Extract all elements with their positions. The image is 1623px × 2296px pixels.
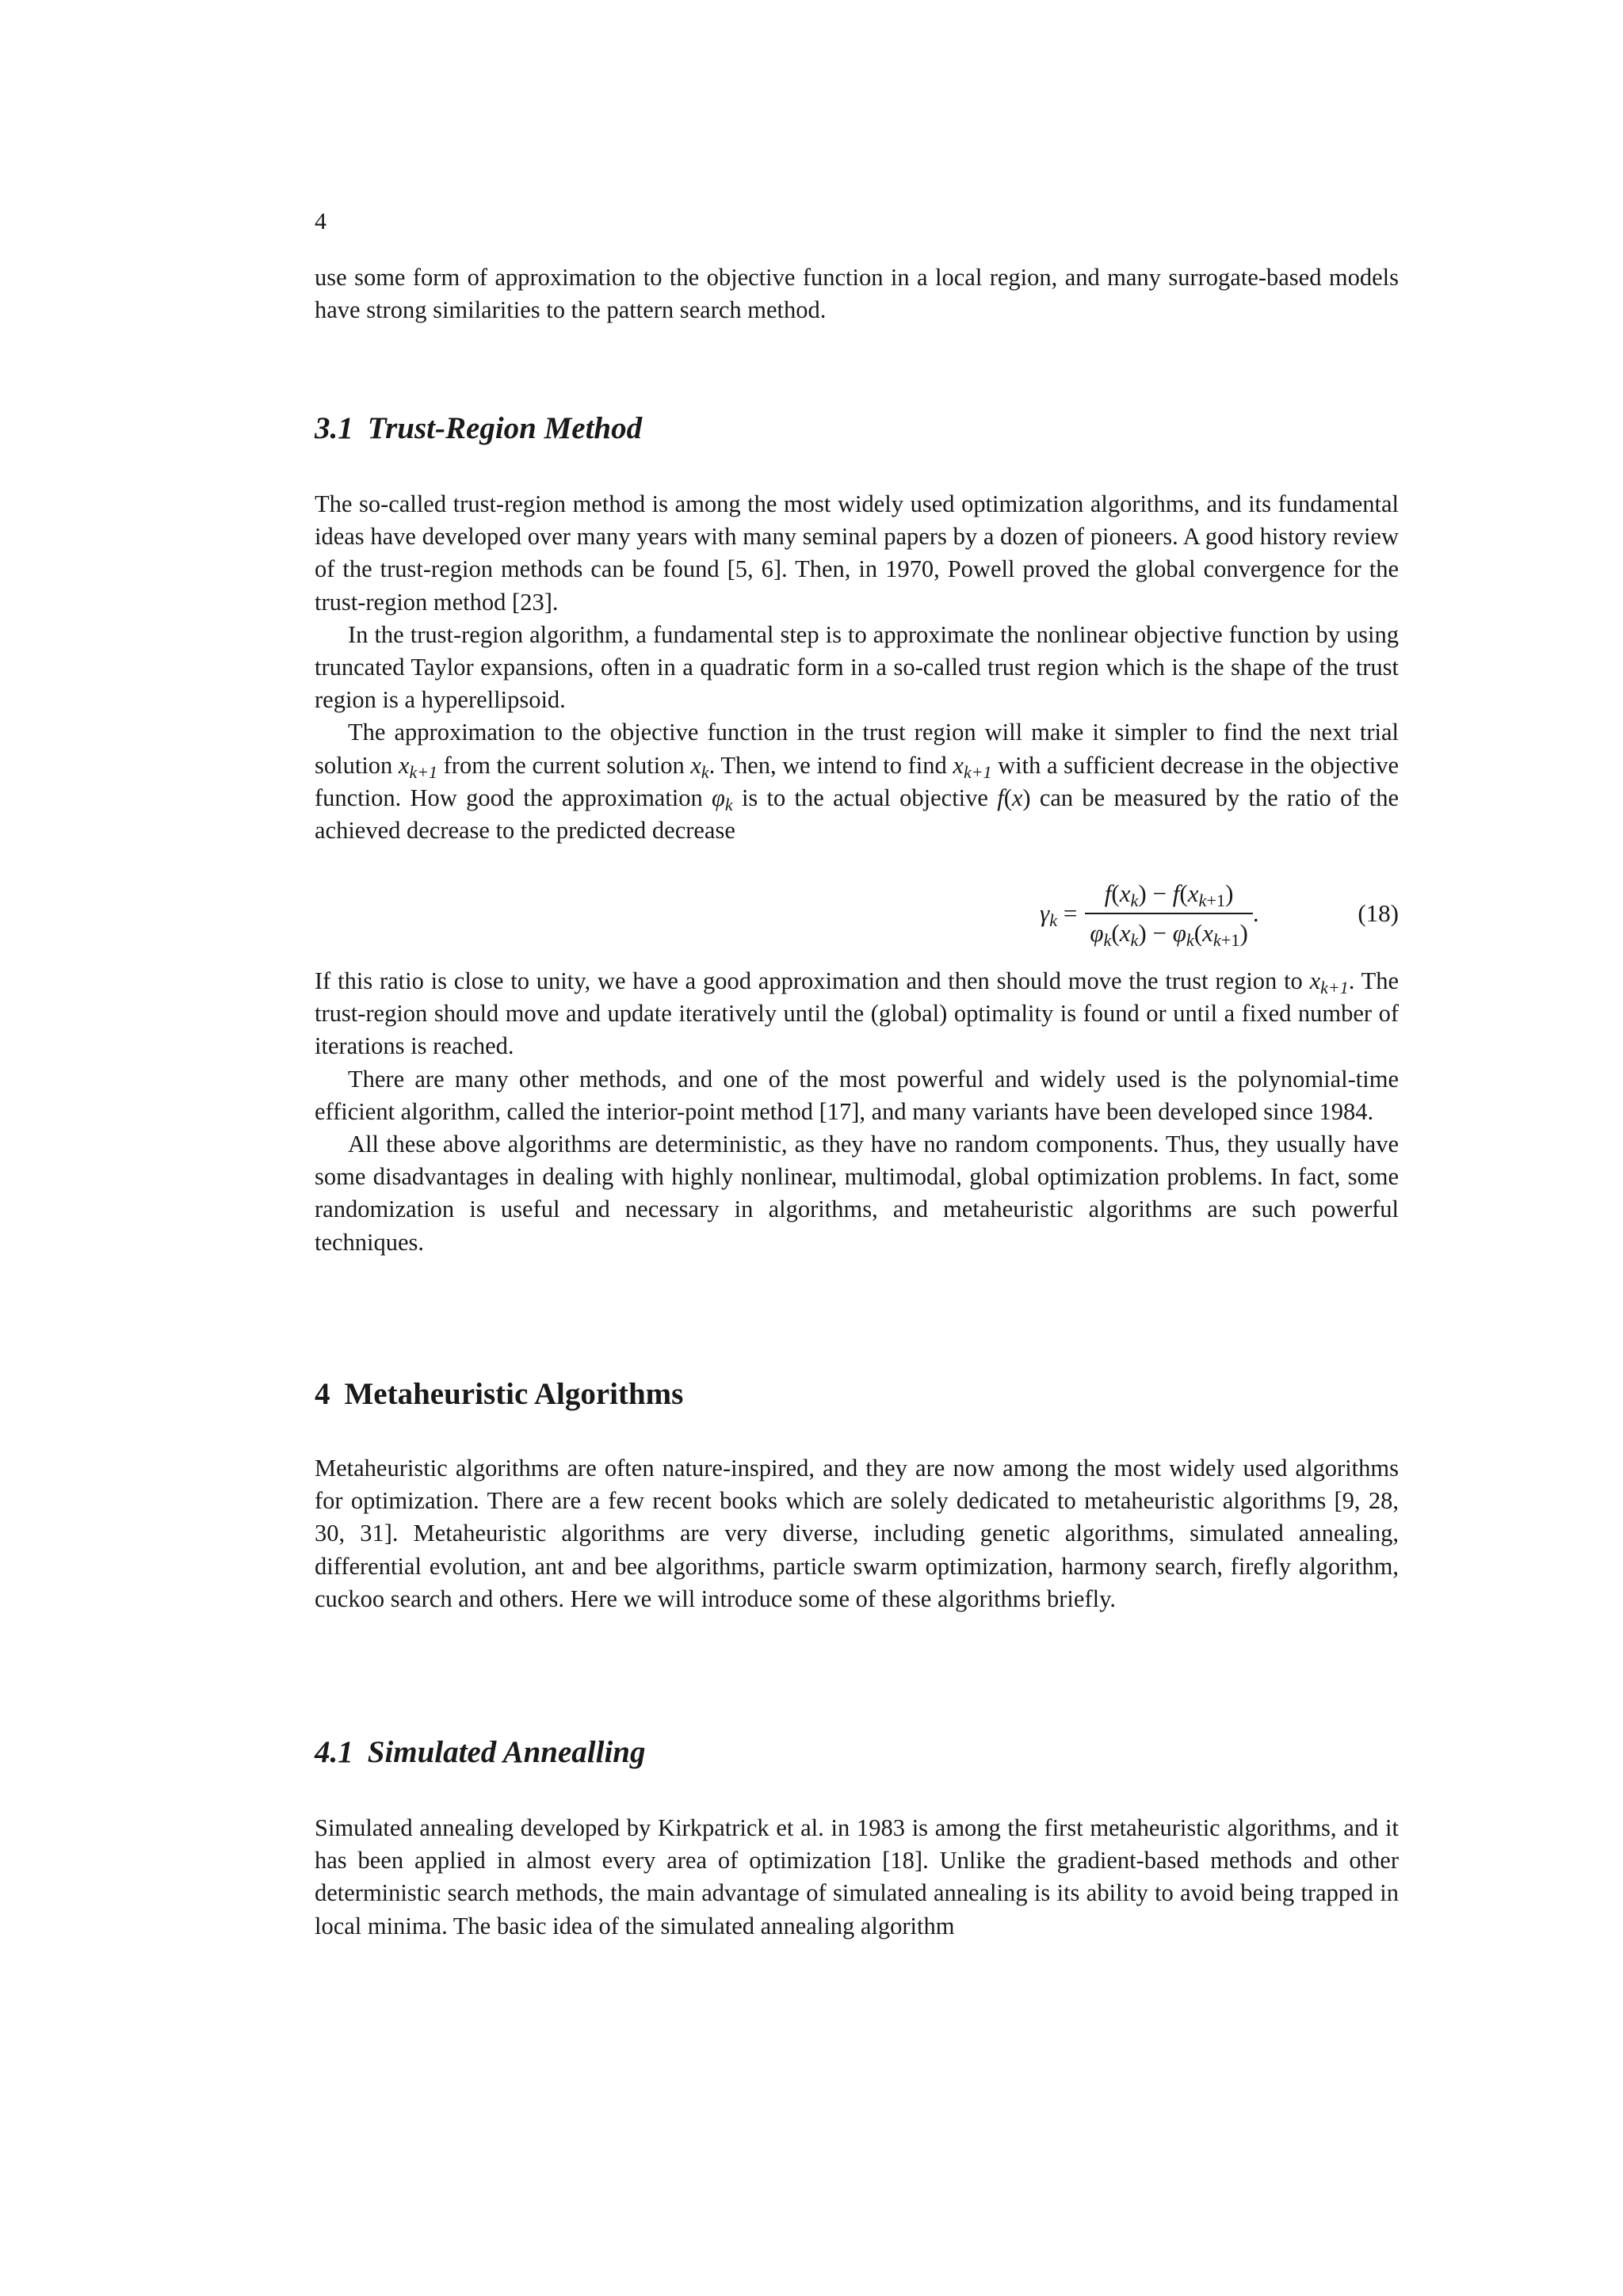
section-4-body xyxy=(315,1452,1399,1615)
section-3-1-body xyxy=(315,488,1399,847)
simulated-annealing-paragraph-1: Simulated annealing developed by Kirkpatrick et al. in 1983 is among the first metaheuristic algorithms, and it has been applied in almost every area of optimization [18]. Unlike the gradient-based methods and other deterministic search methods, the main advantage of simulated annealing is its ability to avoid being trapped in local minima. The basic idea of the simulated annealing algorithm xyxy=(315,1814,1399,1939)
section-4-1-body xyxy=(315,1812,1399,1943)
math-phi-k: $\varphi_k$ xyxy=(712,784,733,814)
section-3-1-title: Trust-Region Method xyxy=(367,411,643,445)
equation-denominator: $\varphi_k(x_k) - \varphi_k(x_{k+1})$ xyxy=(1090,919,1248,951)
section-4-number: 4 xyxy=(315,1377,330,1411)
section-4-1-heading xyxy=(315,1734,1399,1771)
page-number: 4 xyxy=(315,208,327,235)
equation-numerator: $f(x_k) - f(x_{k+1})$ xyxy=(1104,879,1234,911)
section-3-1-number: 3.1 xyxy=(315,411,353,445)
section-4-1-title: Simulated Annealling xyxy=(367,1735,646,1769)
p4-text-b: . The trust-region should move and update iteratively until the (global) optimality is found or until a fixed number of iterations is reached. xyxy=(315,967,1399,1060)
math-x-k-plus-1: $x_{k+1}$ xyxy=(953,751,992,782)
trust-region-paragraph-4 xyxy=(315,965,1399,1063)
p3-text-d: with a sufficient decrease in the objective function. How good the approximation xyxy=(315,751,1400,811)
math-x-k: $x_k$ xyxy=(690,751,709,782)
intro-paragraph: use some form of approximation to the objective function in a local region, and many surrogate-based models have strong similarities to the pattern search method. xyxy=(315,264,1399,324)
metaheuristic-paragraph-1: Metaheuristic algorithms are often nature-inspired, and they are now among the most widely used algorithms for optimization. There are a few recent books which are solely dedicated to metaheuristic algorithms [9, 28, 30, 31]. Metaheuristic algorithms are very diverse, including genetic algorithms, simulated annealing, differential evolution, ant and bee algorithms, particle swarm optimization, harmony search, firefly algorithm, cuckoo search and others. Here we will introduce some of these algorithms briefly. xyxy=(315,1455,1399,1612)
section-3-1-heading xyxy=(315,410,1399,447)
section-4-title: Metaheuristic Algorithms xyxy=(344,1377,684,1411)
section-4-1-number: 4.1 xyxy=(315,1735,353,1769)
trust-region-paragraph-6: All these above algorithms are deterministic, as they have no random components. Thus, they usually have some disadvantages in dealing with highly nonlinear, multimodal, global optimization problems. In fact, some randomization is useful and necessary in algorithms, and metaheuristic algorithms are such powerful techniques. xyxy=(315,1131,1399,1256)
p4-text-a: If this ratio is close to unity, we have a good approximation and then should move the trust region to xyxy=(315,967,1310,994)
equation-number: (18) xyxy=(1358,899,1399,927)
p3-text-f: can be measured by the ratio of the achieved decrease to the predicted decrease xyxy=(315,784,1400,845)
trust-region-paragraph-5: There are many other methods, and one of the most powerful and widely used is the polynomial-time efficient algorithm, called the interior-point method [17], and many variants have been developed since 1984. xyxy=(315,1065,1399,1125)
section-4-heading xyxy=(315,1376,1399,1413)
section-4-1-heading-block xyxy=(315,1734,1399,1771)
equation-body xyxy=(1040,870,1259,957)
math-f-of-x: f xyxy=(997,784,1004,811)
p3-text-c: . Then, we intend to find xyxy=(708,751,953,779)
equation-fraction xyxy=(1085,878,1253,949)
section-3-1-body-continued xyxy=(315,965,1399,1259)
trust-region-paragraph-2: In the trust-region algorithm, a fundamental step is to approximate the nonlinear objective function by using truncated Taylor expansions, often in a quadratic form in a so-called trust region which is the shape of the trust region is a hyperellipsoid. xyxy=(315,620,1399,714)
math-x-k-plus-1: $x_{k+1}$ xyxy=(1309,967,1349,998)
section-4-heading-block xyxy=(315,1376,1399,1413)
equation-trailing-period: . xyxy=(1252,899,1259,927)
equation-18 xyxy=(315,870,1399,957)
trust-region-paragraph-1: The so-called trust-region method is among the most widely used optimization algorithms, and its fundamental ideas have developed over many years with many seminal papers by a dozen of pioneers. A good history review of the trust-region methods can be found [5, 6]. Then, in 1970, Powell proved the global convergence for the trust-region method [23]. xyxy=(315,490,1399,616)
math-x-k-plus-1: $x_{k+1}$ xyxy=(398,751,438,782)
equation-lhs: $\gamma_k$ = xyxy=(1040,899,1078,931)
trust-region-paragraph-3: The approximation to the objective function in the trust region will make it simpler to find the next trial solution $x_{k+1}$ from the current solution $x_k$. Then, we intend to find $x_{k+1}$ with a sufficient decrease in the objective function. How good the approximation $\varphi_k$ is to the actual objective f(x) can be measured by the ratio of the achieved decrease to the predicted decrease xyxy=(315,719,1400,845)
p3-text-a: The approximation to the objective function in the trust region will make it simpler to find the next trial solution xyxy=(315,719,1399,779)
p3-text-b: from the current solution xyxy=(437,751,691,779)
intro-block xyxy=(315,261,1399,326)
section-3-1-heading-block xyxy=(315,410,1399,447)
p3-text-e: is to the actual objective xyxy=(732,784,998,811)
